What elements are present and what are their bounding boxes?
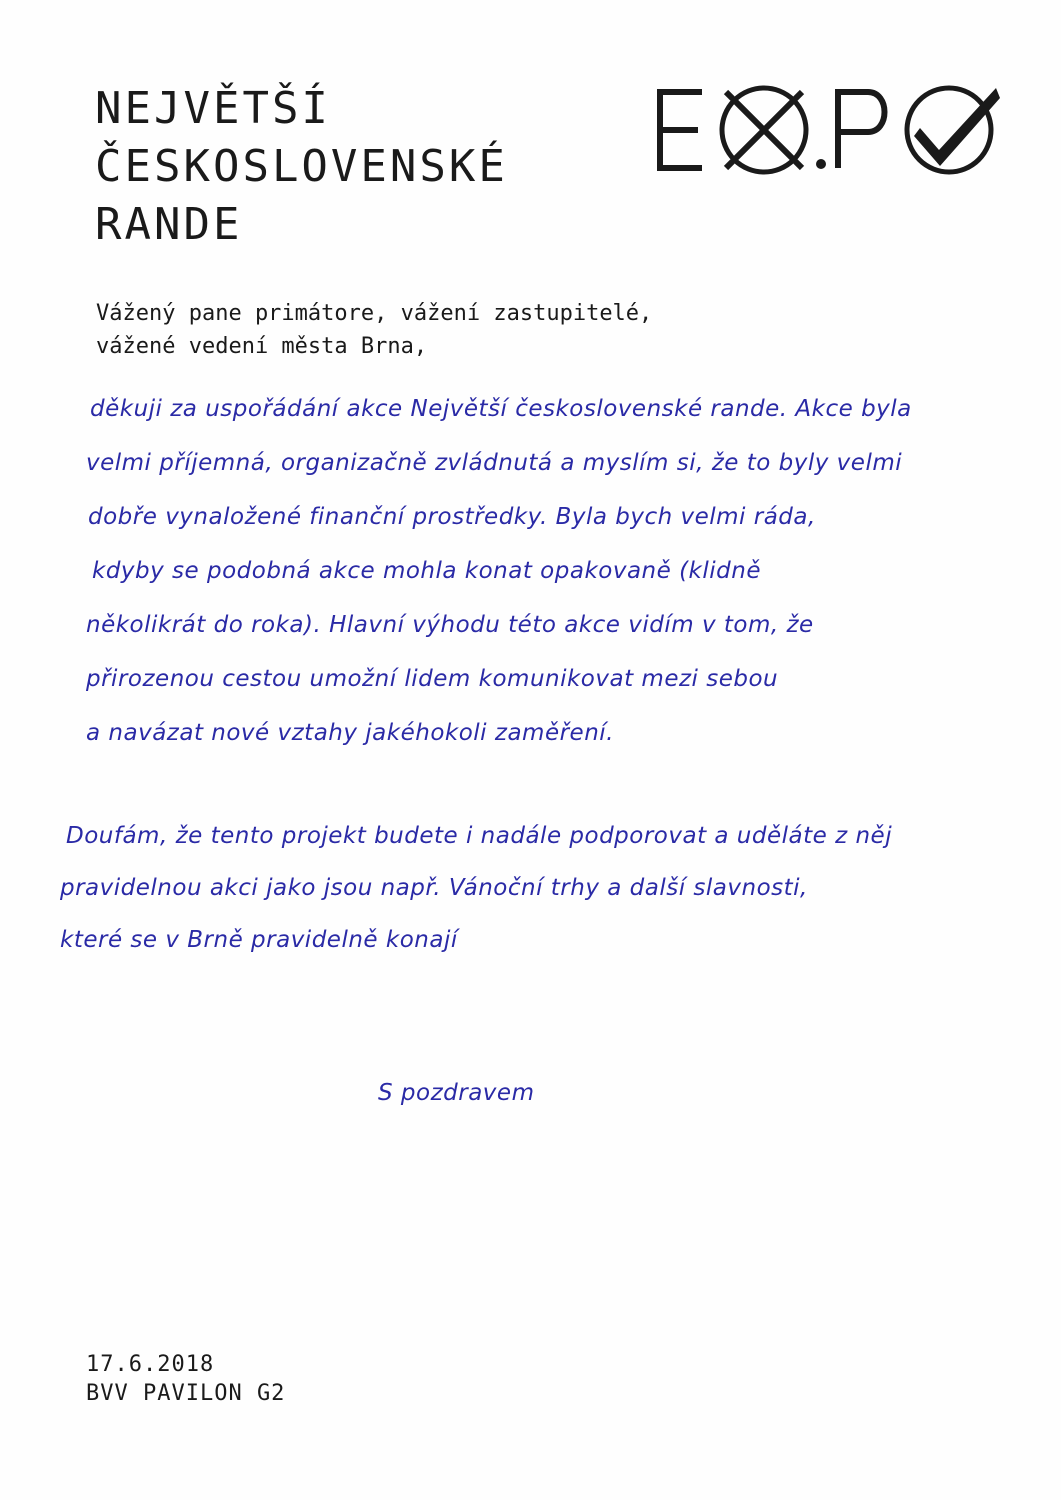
handwritten-line: kdyby se podobná akce mohla konat opakovaně (klidně bbox=[92, 558, 761, 584]
salutation-line-2: vážené vedení města Brna, bbox=[96, 334, 428, 359]
event-venue: BVV PAVILON G2 bbox=[86, 1381, 286, 1406]
handwritten-line: Doufám, že tento projekt budete i nadále podporovat a uděláte z něj bbox=[66, 823, 893, 849]
handwritten-line: přirozenou cestou umožní lidem komunikovat mezi sebou bbox=[86, 666, 779, 692]
checkmark-circle-icon bbox=[907, 88, 1000, 172]
logo-x-circle bbox=[722, 88, 806, 172]
title-line-3: RANDE bbox=[95, 199, 243, 250]
handwritten-line: velmi příjemná, organizačně zvládnutá a myslím si, že to byly velmi bbox=[86, 450, 903, 476]
handwritten-line: dobře vynaložené finanční prostředky. Byla bych velmi ráda, bbox=[88, 504, 816, 530]
logo-letter-e bbox=[660, 92, 702, 168]
event-footer bbox=[86, 1350, 285, 1408]
closing-greeting: S pozdravem bbox=[378, 1080, 535, 1106]
handwritten-line: několikrát do roka). Hlavní výhodu této akce vidím v tom, že bbox=[86, 612, 814, 638]
handwritten-line: a navázat nové vztahy jakéhokoli zaměření. bbox=[86, 720, 614, 746]
handwritten-paragraph-2 bbox=[60, 810, 893, 966]
expo-logo bbox=[654, 80, 1004, 180]
logo-letter-p bbox=[838, 92, 885, 168]
event-title bbox=[95, 80, 508, 254]
handwritten-line: pravidelnou akci jako jsou např. Vánoční trhy a další slavnosti, bbox=[60, 875, 808, 901]
salutation-line-1: Vážený pane primátore, vážení zastupitelé, bbox=[96, 301, 653, 326]
handwritten-line: děkuji za uspořádání akce Největší československé rande. Akce byla bbox=[90, 396, 912, 422]
handwritten-line: které se v Brně pravidelně konají bbox=[60, 927, 458, 953]
logo-dot bbox=[816, 159, 826, 169]
salutation bbox=[96, 297, 652, 363]
event-date: 17.6.2018 bbox=[86, 1352, 215, 1377]
title-line-2: ČESKOSLOVENSKÉ bbox=[95, 141, 508, 192]
handwritten-paragraph-1 bbox=[86, 382, 912, 760]
title-line-1: NEJVĚTŠÍ bbox=[95, 83, 331, 134]
